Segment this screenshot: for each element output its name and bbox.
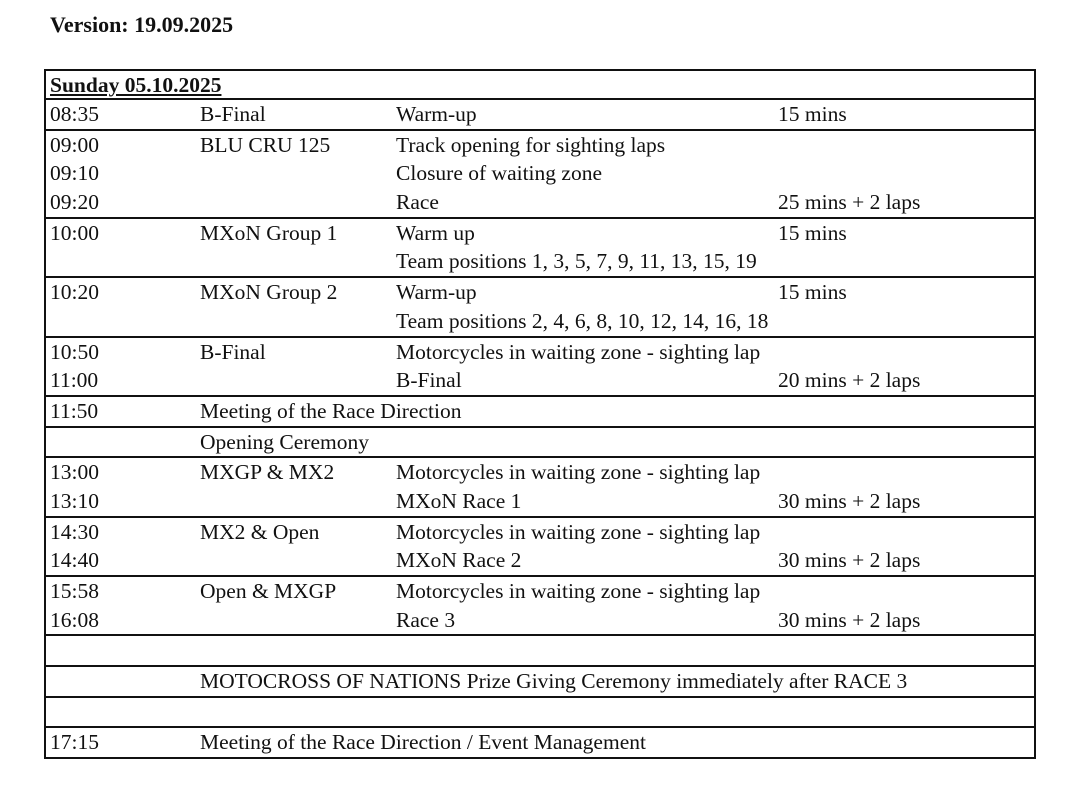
row-duration: 25 mins + 2 laps bbox=[778, 190, 921, 215]
schedule-block bbox=[46, 636, 1034, 667]
row-group: MXGP & MX2 bbox=[200, 460, 335, 485]
schedule-row bbox=[46, 458, 1034, 487]
row-duration: 30 mins + 2 laps bbox=[778, 488, 921, 513]
row-activity: Closure of waiting zone bbox=[396, 161, 602, 186]
row-activity: Warm-up bbox=[396, 280, 477, 305]
row-time: 08:35 bbox=[50, 102, 99, 126]
row-time: 13:10 bbox=[50, 488, 99, 513]
row-time: 11:00 bbox=[50, 368, 99, 393]
row-duration: 30 mins + 2 laps bbox=[778, 607, 921, 632]
row-time: 09:20 bbox=[50, 190, 99, 215]
row-activity: Warm up bbox=[396, 220, 475, 245]
schedule-row bbox=[46, 159, 1034, 188]
row-duration: 15 mins bbox=[778, 220, 847, 245]
row-group: Meeting of the Race Direction / Event Management bbox=[200, 730, 646, 755]
schedule-block bbox=[46, 458, 1034, 517]
row-group: MXoN Group 1 bbox=[200, 220, 338, 245]
row-activity: MXoN Race 2 bbox=[396, 548, 522, 573]
schedule-row bbox=[46, 131, 1034, 160]
row-duration: 20 mins + 2 laps bbox=[778, 368, 921, 393]
row-time: 15:58 bbox=[50, 579, 99, 603]
schedule-row bbox=[46, 307, 1034, 336]
schedule-block bbox=[46, 698, 1034, 729]
row-activity: Team positions 2, 4, 6, 8, 10, 12, 14, 16, 18 bbox=[396, 308, 769, 333]
schedule-row bbox=[46, 636, 1034, 665]
row-time: 14:30 bbox=[50, 519, 99, 544]
schedule-blocks bbox=[46, 100, 1034, 757]
row-activity: Track opening for sighting laps bbox=[396, 132, 666, 157]
row-activity: Motorcycles in waiting zone - sighting lap bbox=[396, 579, 761, 603]
row-duration: 15 mins bbox=[778, 102, 847, 126]
schedule-block bbox=[46, 428, 1034, 459]
row-duration: 15 mins bbox=[778, 280, 847, 305]
row-time: 09:00 bbox=[50, 132, 99, 157]
schedule-row bbox=[46, 338, 1034, 367]
schedule-row bbox=[46, 100, 1034, 129]
schedule-block bbox=[46, 131, 1034, 219]
schedule-block bbox=[46, 667, 1034, 698]
row-group: B-Final bbox=[200, 339, 266, 364]
row-group: B-Final bbox=[200, 102, 266, 126]
schedule-block bbox=[46, 278, 1034, 337]
row-time: 11:50 bbox=[50, 398, 99, 423]
schedule-block bbox=[46, 397, 1034, 428]
row-time: 10:50 bbox=[50, 339, 99, 364]
row-duration: 30 mins + 2 laps bbox=[778, 548, 921, 573]
schedule-row bbox=[46, 667, 1034, 696]
row-time: 09:10 bbox=[50, 161, 99, 186]
row-time: 17:15 bbox=[50, 730, 99, 755]
schedule-row bbox=[46, 219, 1034, 248]
row-time: 10:00 bbox=[50, 220, 99, 245]
schedule-row bbox=[46, 366, 1034, 395]
day-header: Sunday 05.10.2025 bbox=[46, 71, 1034, 100]
row-activity: B-Final bbox=[396, 368, 462, 393]
row-time: 14:40 bbox=[50, 548, 99, 573]
row-group: MXoN Group 2 bbox=[200, 280, 338, 305]
schedule-block bbox=[46, 518, 1034, 577]
schedule-block bbox=[46, 577, 1034, 636]
schedule-row bbox=[46, 247, 1034, 276]
row-group: Opening Ceremony bbox=[200, 429, 369, 454]
row-group: MOTOCROSS OF NATIONS Prize Giving Ceremony immediately after RACE 3 bbox=[200, 669, 908, 694]
schedule-block bbox=[46, 338, 1034, 397]
row-time: 16:08 bbox=[50, 607, 99, 632]
schedule-row bbox=[46, 606, 1034, 635]
schedule-row bbox=[46, 546, 1034, 575]
row-group: BLU CRU 125 bbox=[200, 132, 331, 157]
version-label: Version: 19.09.2025 bbox=[50, 12, 234, 37]
row-activity: Race bbox=[396, 190, 439, 215]
schedule-row bbox=[46, 188, 1034, 217]
schedule-row bbox=[46, 397, 1034, 426]
schedule-row bbox=[46, 487, 1034, 516]
row-activity: Motorcycles in waiting zone - sighting lap bbox=[396, 339, 761, 364]
row-activity: Race 3 bbox=[396, 607, 456, 632]
schedule-block bbox=[46, 728, 1034, 757]
schedule-row bbox=[46, 278, 1034, 307]
schedule-table bbox=[44, 69, 1036, 759]
row-group: MX2 & Open bbox=[200, 519, 320, 544]
schedule-row bbox=[46, 428, 1034, 457]
row-activity: Motorcycles in waiting zone - sighting lap bbox=[396, 519, 761, 544]
row-activity: Warm-up bbox=[396, 102, 477, 126]
row-group: Meeting of the Race Direction bbox=[200, 398, 462, 423]
schedule-block bbox=[46, 219, 1034, 278]
schedule-row bbox=[46, 518, 1034, 547]
row-activity: Motorcycles in waiting zone - sighting lap bbox=[396, 460, 761, 485]
row-activity: Team positions 1, 3, 5, 7, 9, 11, 13, 15, 19 bbox=[396, 249, 757, 274]
row-time: 10:20 bbox=[50, 280, 99, 305]
row-time: 13:00 bbox=[50, 460, 99, 485]
row-group: Open & MXGP bbox=[200, 579, 337, 603]
schedule-row bbox=[46, 698, 1034, 727]
schedule-row bbox=[46, 728, 1034, 757]
row-activity: MXoN Race 1 bbox=[396, 488, 522, 513]
schedule-row bbox=[46, 577, 1034, 606]
schedule-block bbox=[46, 100, 1034, 131]
